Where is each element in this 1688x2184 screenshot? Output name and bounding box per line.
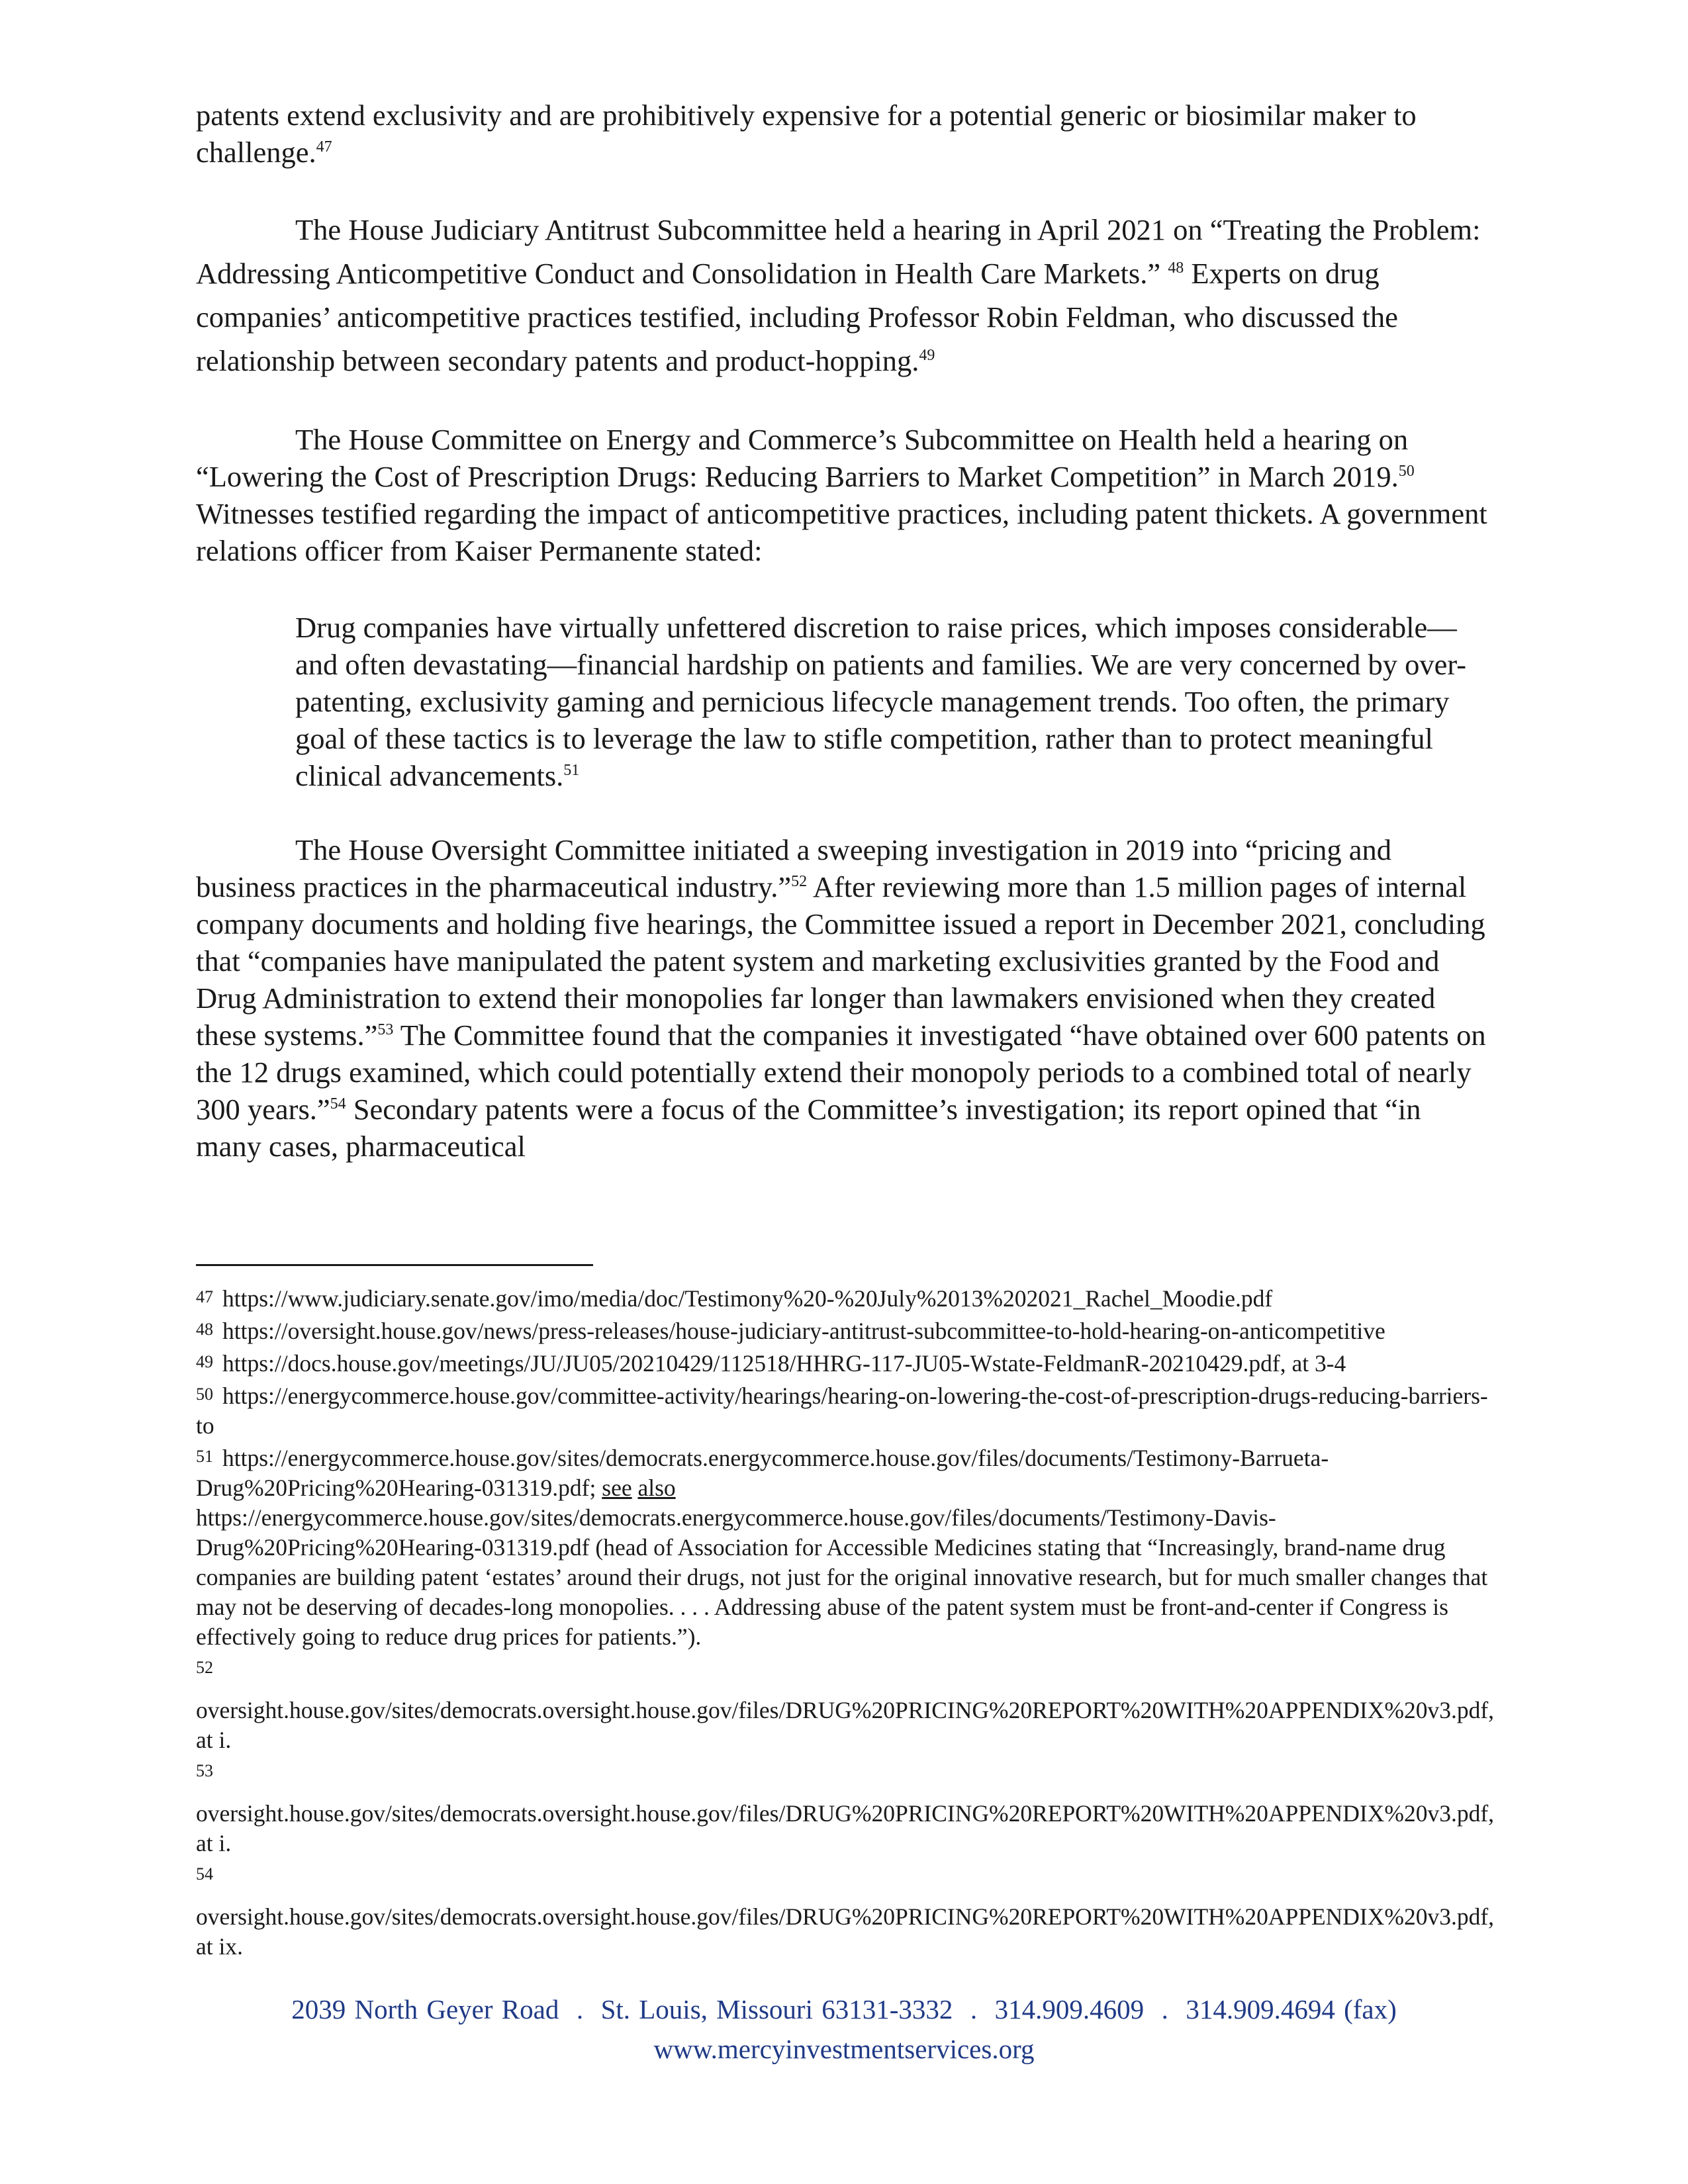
paragraph-text: After reviewing more than 1.5 million pages of internal company documents and holding five hearings, the Committee issued a report in December 2021, concluding that “companies have manipulated the patent system and marketing exclusivities granted by the Food and Drug Administration to extend their monopolies far longer than lawmakers envisioned when they created these systems.”: [196, 870, 1485, 1052]
footnote-48: [196, 1316, 1492, 1346]
footnote-link[interactable]: oversight.house.gov/sites/democrats.oversight.house.gov/files/DRUG%20PRICING%20REPORT%20WITH%20APPENDIX%20v3.pdf, at i.: [196, 1800, 1495, 1856]
quote-text: Drug companies have virtually unfettered discretion to raise prices, which imposes considerable—and often devastating—financial hardship on patients and families. We are very concerned by over-patenting, exclusivity gaming and pernicious lifecycle management trends. Too often, the primary goal of these tactics is to leverage the law to stifle competition, rather than to protect meaningful clinical advancements.: [295, 611, 1467, 792]
footnote-signal-also: also: [637, 1475, 676, 1501]
footnote-ref[interactable]: 48: [1168, 259, 1184, 277]
block-quote: [295, 609, 1480, 794]
footer-address: 2039 North Geyer Road . St. Louis, Missouri 63131-3332 . 314.909.4609 . 314.909.4694 (fax): [291, 1994, 1397, 2025]
footnote-link[interactable]: https://docs.house.gov/meetings/JU/JU05/20210429/112518/HHRG-117-JU05-Wstate-FeldmanR-20210429.pdf, at 3-4: [222, 1350, 1346, 1377]
footnote-47: [196, 1284, 1492, 1314]
footnote-link[interactable]: https://energycommerce.house.gov/sites/democrats.energycommerce.house.gov/files/documents/Testimony-Davis-Drug%20Pricing%20Hearing-031319.pdf (head of Association for Accessible Medicines stating that “Increasingly, brand-name drug companies are building patent ‘estates’ around their drugs, not just for the original innovative research, but for much smaller changes that may not be deserving of decades-long monopolies. . . . Addressing abuse of the patent system must be front-and-center if Congress is effectively going to reduce drug prices for patients.”).: [196, 1504, 1488, 1650]
footnote-50: [196, 1381, 1492, 1441]
footnote-ref[interactable]: 51: [563, 762, 580, 780]
footnotes: [196, 1284, 1495, 1964]
footnote-ref[interactable]: 52: [791, 873, 808, 891]
paragraph-text: The Committee found that the companies it investigated “have obtained over 600 patents on the 12 drugs examined, which could potentially extend their monopoly periods to a combined total of nearly 300 years.”: [196, 1019, 1486, 1126]
footer-website-link[interactable]: www.mercyinvestmentservices.org: [653, 2034, 1035, 2064]
paragraph-text: Experts on drug companies’ anticompetitive practices testified, including Professor Robin Feldman, who discussed the relationship between secondary patents and product-hopping.: [196, 257, 1398, 377]
footnote-number: 52: [196, 1658, 213, 1677]
footnote-link[interactable]: oversight.house.gov/sites/democrats.oversight.house.gov/files/DRUG%20PRICING%20REPORT%20WITH%20APPENDIX%20v3.pdf, at ix.: [196, 1903, 1495, 1960]
footnote-ref[interactable]: 53: [377, 1021, 394, 1039]
footnote-ref[interactable]: 49: [919, 347, 935, 365]
footnote-53: [196, 1758, 1495, 1858]
footnote-49: [196, 1349, 1492, 1379]
footnote-ref[interactable]: 47: [316, 138, 332, 156]
footnote-signal-see: see: [602, 1475, 632, 1501]
footnote-spacer: [196, 1888, 1492, 1902]
footnote-number: 53: [196, 1761, 213, 1780]
footnote-number: 50: [196, 1385, 213, 1404]
paragraph-judiciary-hearing: [196, 208, 1492, 383]
footnote-51: [196, 1443, 1492, 1652]
footnote-spacer: [196, 1784, 1492, 1799]
paragraph-text: The House Committee on Energy and Commerce’s Subcommittee on Health held a hearing on “Lowering the Cost of Prescription Drugs: Reducing Barriers to Market Competition” in March 2019.: [196, 423, 1409, 493]
footnote-link[interactable]: https://www.judiciary.senate.gov/imo/media/doc/Testimony%20-%20July%2013%202021_Rachel_Moodie.pdf: [222, 1285, 1273, 1312]
footnote-separator: [196, 1264, 593, 1266]
paragraph-text: Witnesses testified regarding the impact of anticompetitive practices, including patent thickets. A government relations officer from Kaiser Permanente stated:: [196, 497, 1487, 567]
footnote-number: 47: [196, 1287, 213, 1306]
paragraph-text: patents extend exclusivity and are prohibitively expensive for a potential generic or biosimilar maker to challenge.: [196, 99, 1417, 169]
footnote-54: [196, 1861, 1495, 1962]
footnote-number: 48: [196, 1320, 213, 1339]
footnote-number: 49: [196, 1352, 213, 1371]
footnote-52: [196, 1655, 1495, 1755]
paragraph-text: The House Judiciary Antitrust Subcommittee held a hearing in April 2021 on “Treating the Problem: Addressing Anticompetitive Conduct and Consolidation in Health Care Markets.”: [196, 213, 1481, 290]
paragraph-text: The House Oversight Committee initiated a sweeping investigation in 2019 into “pricing and business practices in the pharmaceutical industry.”: [196, 833, 1392, 903]
paragraph-continuation: [196, 97, 1492, 171]
footnote-link[interactable]: https://energycommerce.house.gov/committee-activity/hearings/hearing-on-lowering-the-cost-of-prescription-drugs-reducing-barriers-to: [196, 1383, 1488, 1439]
footnote-link[interactable]: https://energycommerce.house.gov/sites/democrats.energycommerce.house.gov/files/documents/Testimony-Barrueta-Drug%20Pricing%20Hearing-031319.pdf;: [196, 1445, 1329, 1501]
footnote-link[interactable]: https://oversight.house.gov/news/press-releases/house-judiciary-antitrust-subcommittee-to-hold-hearing-on-anticompetitive: [222, 1318, 1385, 1344]
footnote-ref[interactable]: 54: [330, 1095, 346, 1113]
footnote-number: 54: [196, 1864, 213, 1884]
paragraph-energy-commerce-hearing: [196, 421, 1492, 569]
paragraph-oversight-investigation: [196, 831, 1492, 1165]
footnote-number: 51: [196, 1447, 213, 1466]
footnote-ref[interactable]: 50: [1398, 463, 1415, 480]
footnote-link[interactable]: oversight.house.gov/sites/democrats.oversight.house.gov/files/DRUG%20PRICING%20REPORT%20WITH%20APPENDIX%20v3.pdf, at i.: [196, 1697, 1495, 1753]
paragraph-text: Secondary patents were a focus of the Committee’s investigation; its report opined that “in many cases, pharmaceutical: [196, 1093, 1421, 1163]
footnote-spacer: [196, 1681, 1492, 1696]
